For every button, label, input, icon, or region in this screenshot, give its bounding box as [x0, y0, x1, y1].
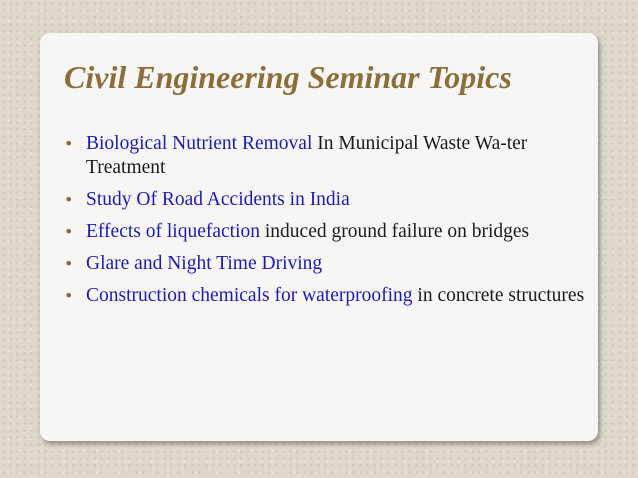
topic-text: in concrete structures [412, 285, 585, 306]
topic-item [64, 188, 586, 212]
topic-item [64, 220, 586, 244]
slide-card [40, 33, 598, 441]
topic-list [64, 132, 586, 316]
bullet-icon: • [64, 222, 74, 241]
topic-item [64, 284, 586, 308]
bullet-icon: • [64, 286, 74, 305]
slide-title: Civil Engineering Seminar Topics [64, 59, 512, 95]
bullet-icon: • [64, 254, 74, 273]
topic-text: induced ground failure on bridges [260, 221, 530, 242]
bullet-icon: • [64, 134, 74, 153]
topic-item [64, 132, 586, 180]
topic-text: In Municipal Waste Wa-ter Treatment [86, 133, 528, 178]
topic-link[interactable]: Glare and Night Time Driving [86, 253, 323, 274]
topic-item [64, 252, 586, 276]
bullet-icon: • [64, 190, 74, 209]
topic-link[interactable]: Construction chemicals for waterproofing [86, 285, 413, 306]
topic-link[interactable]: Effects of liquefaction [86, 221, 260, 242]
topic-link[interactable]: Biological Nutrient Removal [86, 133, 313, 154]
topic-link[interactable]: Study Of Road Accidents in India [86, 189, 350, 210]
